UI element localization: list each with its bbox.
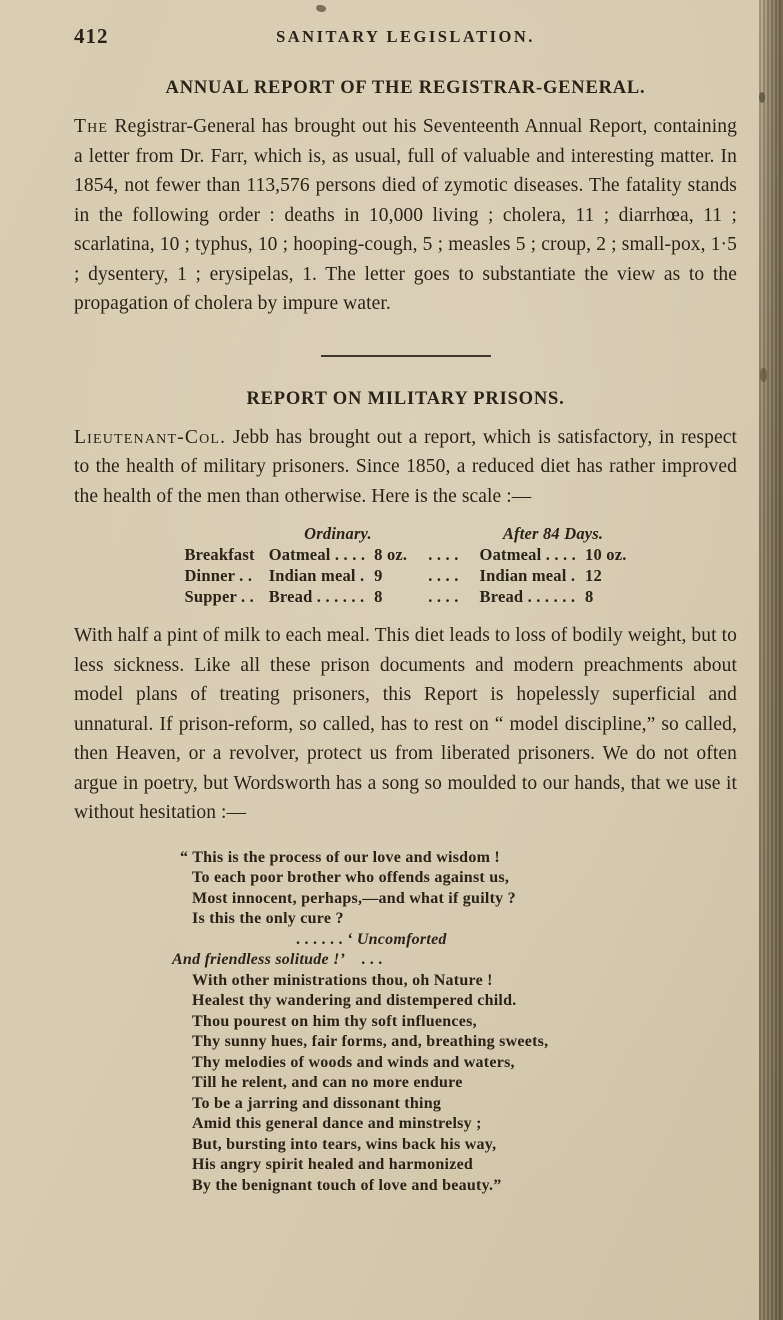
column-header-after: After 84 Days.	[502, 524, 604, 543]
poem-italic-fragment: ‘ Uncomforted	[347, 930, 447, 948]
lead-word: Lieutenant-Col.	[74, 426, 227, 448]
column-header-ordinary: Ordinary.	[304, 524, 372, 543]
poem-line: By the benignant touch of love and beauty.”	[192, 1176, 502, 1194]
section-registrar-report	[74, 78, 737, 319]
poem-line: “ This is the process of our love and wisdom !	[180, 848, 500, 866]
poem-italic-fragment: And friendless solitude !’	[172, 951, 346, 968]
poem-line: Thy sunny hues, fair forms, and, breathing sweets,	[192, 1033, 549, 1050]
poem-line: Till he relent, and can no more endure	[192, 1074, 463, 1091]
poem-line: To each poor brother who offends against us,	[192, 869, 510, 886]
table-header-row	[177, 523, 633, 544]
poem-line: His angry spirit healed and harmonized	[192, 1156, 474, 1173]
poem-line	[296, 930, 737, 951]
after-qty-cell: 10 oz.	[585, 545, 627, 564]
prisons-paragraph	[74, 423, 737, 512]
ordinary-qty-cell: 9	[374, 566, 383, 585]
prisons-paragraph-2: With half a pint of milk to each meal. This diet leads to loss of bodily weight, but to less sickness. Like all these prison documents and modern preachments about model plans of treating prisoners, this Report is hopelessly superficial and unnatural. If prison-reform, so called, has to rest on “ model discipline,” so called, then Heaven, or a revolver, protect us from liberated prisoners. We do not often argue in poetry, but Wordsworth has a song so moulded to our hands, that we use it without hesitation :—	[74, 625, 737, 823]
ordinary-item-cell: Oatmeal . . . .	[268, 545, 366, 564]
ellipsis-dots: . . . . . .	[296, 930, 343, 948]
running-header	[74, 24, 737, 54]
table-row	[177, 544, 633, 565]
section-title-registrar: ANNUAL REPORT OF THE REGISTRAR-GENERAL.	[165, 78, 646, 98]
section-military-prisons	[74, 389, 737, 1197]
poem-line: Healest thy wandering and distempered child.	[192, 992, 517, 1009]
poem-line: Amid this general dance and minstrelsy ;	[192, 1115, 482, 1132]
meal-cell: Dinner . .	[184, 566, 253, 585]
poem-line	[172, 950, 737, 971]
dot-leader: . . . .	[428, 566, 459, 585]
ellipsis-dots: . . .	[361, 951, 383, 968]
section-divider-rule	[321, 355, 491, 357]
lead-word: The	[74, 116, 109, 137]
after-qty-cell: 12	[585, 566, 602, 585]
dot-leader: . . . .	[428, 587, 459, 606]
after-item-cell: Oatmeal . . . .	[479, 545, 577, 564]
paragraph-text: Registrar-General has brought out his Seventeenth Annual Report, containing a letter from Dr. Farr, which is, as usual, full of valuable and interesting matter. In 1854, not fewer than 113,576 persons died of zymotic diseases. The fatality stands in the following order : deaths in 10,000 living ; cholera, 11 ; diarrhœa, 11 ; scarlatina, 10 ; typhus, 10 ; hooping-cough, 5 ; measles 5 ; croup, 2 ; small-pox, 1·5 ; dysentery, 1 ; erysipelas, 1. The letter goes to substantiate the view as to the propagation of cholera by impure water.	[74, 116, 737, 314]
table-row	[177, 565, 633, 586]
page-number: 412	[74, 24, 109, 48]
section-title-prisons: REPORT ON MILITARY PRISONS.	[246, 388, 565, 409]
ordinary-item-cell: Bread . . . . . .	[268, 587, 365, 606]
table-row	[177, 586, 633, 607]
ordinary-item-cell: Indian meal .	[268, 566, 365, 585]
poem-line: Thy melodies of woods and winds and waters,	[192, 1053, 515, 1071]
after-qty-cell: 8	[585, 587, 594, 606]
paragraph-text: Jebb has brought out a report, which is satisfactory, in respect to the health of military prisoners. Since 1850, a reduced diet has rather improved the health of the men than otherwise. Here is the scale :—	[74, 426, 737, 507]
wordsworth-poem	[172, 848, 737, 1197]
poem-line: Most innocent, perhaps,—and what if guilty ?	[192, 889, 516, 907]
ordinary-qty-cell: 8 oz.	[374, 545, 408, 564]
after-item-cell: Bread . . . . . .	[479, 587, 576, 606]
poem-line: With other ministrations thou, oh Nature !	[192, 971, 493, 989]
running-title: SANITARY LEGISLATION.	[276, 27, 535, 46]
diet-scale-table	[177, 523, 633, 607]
meal-cell: Breakfast	[184, 545, 255, 564]
ordinary-qty-cell: 8	[374, 587, 383, 606]
meal-cell: Supper . .	[184, 587, 254, 606]
registrar-paragraph	[74, 112, 737, 319]
poem-line: To be a jarring and dissonant thing	[192, 1094, 442, 1112]
poem-line: Thou pourest on him thy soft influences,	[192, 1012, 477, 1030]
poem-line: Is this the only cure ?	[192, 910, 344, 927]
poem-line: But, bursting into tears, wins back his way,	[192, 1135, 497, 1153]
after-item-cell: Indian meal .	[479, 566, 576, 585]
dot-leader: . . . .	[428, 545, 459, 564]
